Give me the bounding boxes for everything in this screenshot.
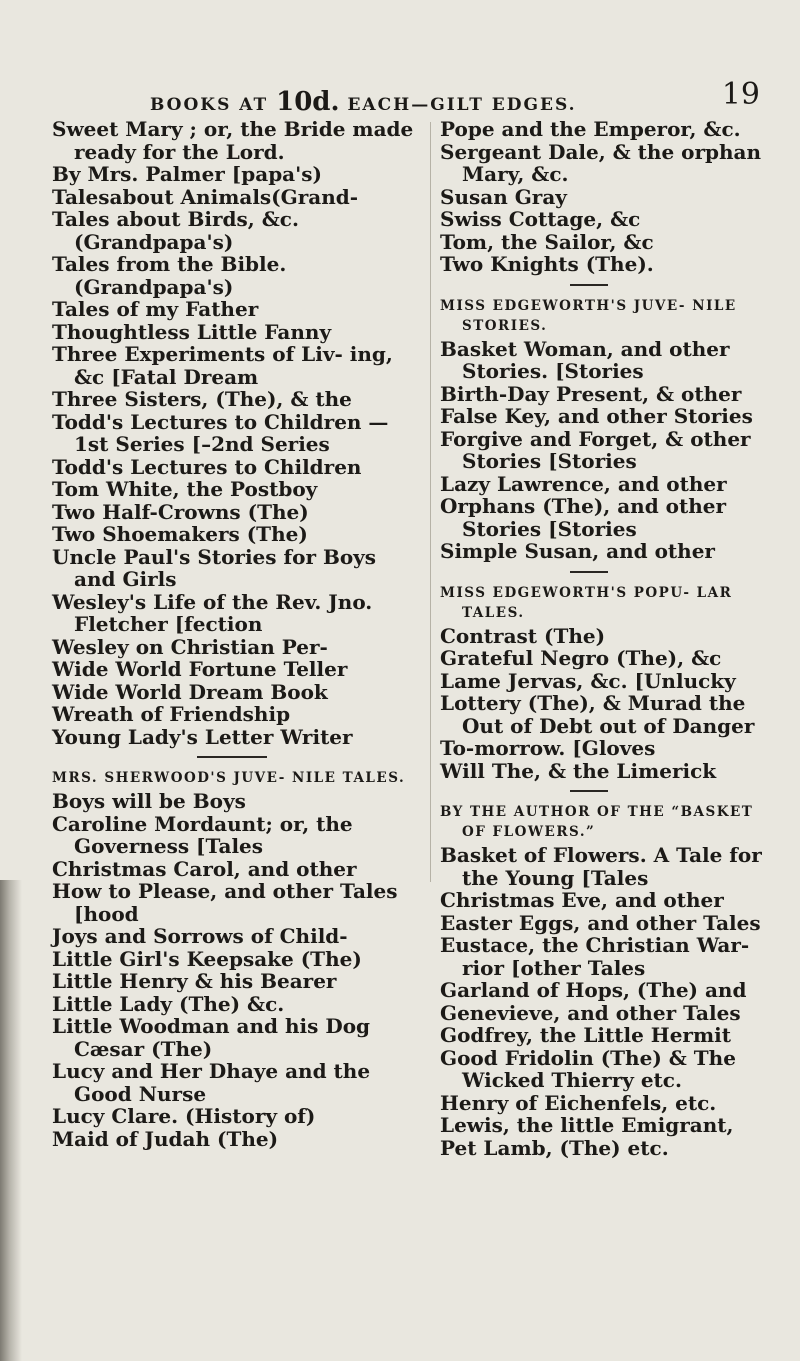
list-item: Christmas Carol, and other [52, 856, 357, 881]
list-item: Uncle Paul's Stories for Boys and Girls [52, 544, 377, 591]
list-item: Eustace, the Christian War- rior [other Tales [440, 933, 750, 980]
list-item: Joys and Sorrows of Child- [52, 924, 348, 948]
list-item: Two Shoemakers (The) [52, 522, 308, 546]
list-item: Todd's Lectures to Children —1st Series [–2nd Series [52, 409, 389, 456]
list-item: Tom White, the Postboy [52, 477, 318, 501]
list-item: Wreath of Friendship [52, 702, 291, 726]
list-item: Three Experiments of Liv- ing, &c [Fatal Dream [52, 342, 393, 389]
list-item: Godfrey, the Little Hermit [440, 1023, 731, 1047]
right-entries-c [440, 625, 770, 783]
list-item: Basket of Flowers. A Tale for the Young [Tales [440, 843, 762, 890]
list-item: Simple Susan, and other [440, 539, 715, 563]
list-item: Little Henry & his Bearer [52, 969, 337, 993]
list-item: Susan Gray [440, 184, 567, 209]
list-item: Lottery (The), & Murad the Out of Debt out of Danger [440, 691, 755, 738]
list-item: Tales about Birds, &c. (Grandpapa's) [52, 207, 299, 254]
list-item: Two Half-Crowns (The) [52, 499, 309, 524]
list-item: False Key, and other Stories [440, 404, 753, 428]
list-item: Contrast (The) [440, 623, 606, 648]
title-post: EACH—GILT EDGES. [339, 95, 577, 115]
section-rule [570, 571, 608, 573]
list-item: Todd's Lectures to Children [52, 454, 362, 479]
list-item: Garland of Hops, (The) and [440, 978, 747, 1002]
list-item: Orphans (The), and other Stories [Stories [440, 494, 727, 541]
running-head [150, 75, 760, 115]
list-item: Swiss Cottage, &c [440, 207, 641, 231]
section-rule [570, 284, 608, 286]
list-item: Little Girl's Keepsake (The) [52, 946, 362, 971]
list-item: Lucy and Her Dhaye and the Good Nurse [52, 1059, 371, 1106]
list-item: Three Sisters, (The), & the [52, 387, 352, 411]
section-rule [197, 756, 267, 758]
section-heading-sherwood: MRS. SHERWOOD'S JUVE- NILE TALES. [52, 770, 406, 786]
list-item: Little Lady (The) &c. [52, 991, 285, 1016]
title-pre: BOOKS AT [150, 95, 277, 115]
section-heading-edgeworth-popular: MISS EDGEWORTH'S POPU- LAR TALES. [440, 584, 733, 621]
right-entries-a [440, 118, 770, 276]
list-item: Pope and the Emperor, &c. [440, 117, 741, 141]
list-item: Henry of Eichenfels, etc. [440, 1090, 717, 1115]
column-divider [430, 122, 431, 882]
list-item: Caroline Mordaunt; or, the Governess [Tales [52, 811, 353, 858]
list-item: To-morrow. [Gloves [440, 736, 656, 760]
left-entries-b [52, 790, 420, 1150]
left-column [52, 118, 420, 1150]
list-item: Will The, & the Limerick [440, 758, 717, 783]
list-item: Wesley on Christian Per- [52, 634, 328, 659]
section-rule [570, 790, 608, 792]
list-item: Thoughtless Little Fanny [52, 319, 332, 344]
list-item: Christmas Eve, and other [440, 888, 724, 912]
list-item: By Mrs. Palmer [papa's) [52, 162, 322, 186]
list-item: Little Woodman and his Dog Cæsar (The) [52, 1014, 371, 1061]
list-item: Basket Woman, and other Stories. [Stories [440, 336, 730, 383]
list-item: Lucy Clare. (History of) [52, 1104, 316, 1128]
list-item: Grateful Negro (The), &c [440, 646, 722, 670]
page-binding-shadow [0, 880, 22, 1361]
list-item: Sergeant Dale, & the orphan Mary, &c. [440, 139, 762, 186]
list-item: Tom, the Sailor, &c [440, 229, 654, 254]
list-item: Genevieve, and other Tales [440, 1000, 741, 1025]
list-item: Good Fridolin (The) & The Wicked Thierry etc. [440, 1045, 736, 1092]
list-item: How to Please, and other Tales [hood [52, 879, 398, 926]
right-entries-b [440, 338, 770, 563]
section-heading-basket-of-flowers: BY THE AUTHOR OF THE “BASKET OF FLOWERS.” [440, 804, 754, 840]
running-title [150, 87, 577, 117]
list-item: Wide World Dream Book [52, 679, 328, 704]
list-item: Sweet Mary ; or, the Bride made ready for the Lord. [52, 117, 414, 164]
list-item: Tales from the Bible. (Grandpapa's) [52, 252, 287, 299]
list-item: Maid of Judah (The) [52, 1126, 279, 1151]
page-number: 19 [721, 77, 760, 112]
title-price: 10d. [276, 87, 340, 117]
left-entries-a [52, 118, 420, 748]
list-item: Wesley's Life of the Rev. Jno. Fletcher [fection [52, 589, 373, 636]
list-item: Lame Jervas, &c. [Unlucky [440, 668, 736, 693]
list-item: Pet Lamb, (The) etc. [440, 1135, 669, 1160]
list-item: Wide World Fortune Teller [52, 657, 348, 681]
list-item: Tales of my Father [52, 297, 259, 321]
right-column [440, 118, 770, 1159]
list-item: Lewis, the little Emigrant, [440, 1113, 734, 1137]
list-item: Young Lady's Letter Writer [52, 724, 353, 749]
section-heading-edgeworth-juvenile: MISS EDGEWORTH'S JUVE- NILE STORIES. [440, 297, 737, 334]
list-item: Talesabout Animals(Grand- [52, 184, 359, 209]
right-entries-d [440, 844, 770, 1159]
list-item: Forgive and Forget, & other Stories [Stories [440, 426, 751, 473]
list-item: Easter Eggs, and other Tales [440, 910, 761, 935]
list-item: Lazy Lawrence, and other [440, 471, 727, 496]
list-item: Birth-Day Present, & other [440, 381, 742, 406]
list-item: Boys will be Boys [52, 789, 246, 813]
list-item: Two Knights (The). [440, 252, 654, 276]
